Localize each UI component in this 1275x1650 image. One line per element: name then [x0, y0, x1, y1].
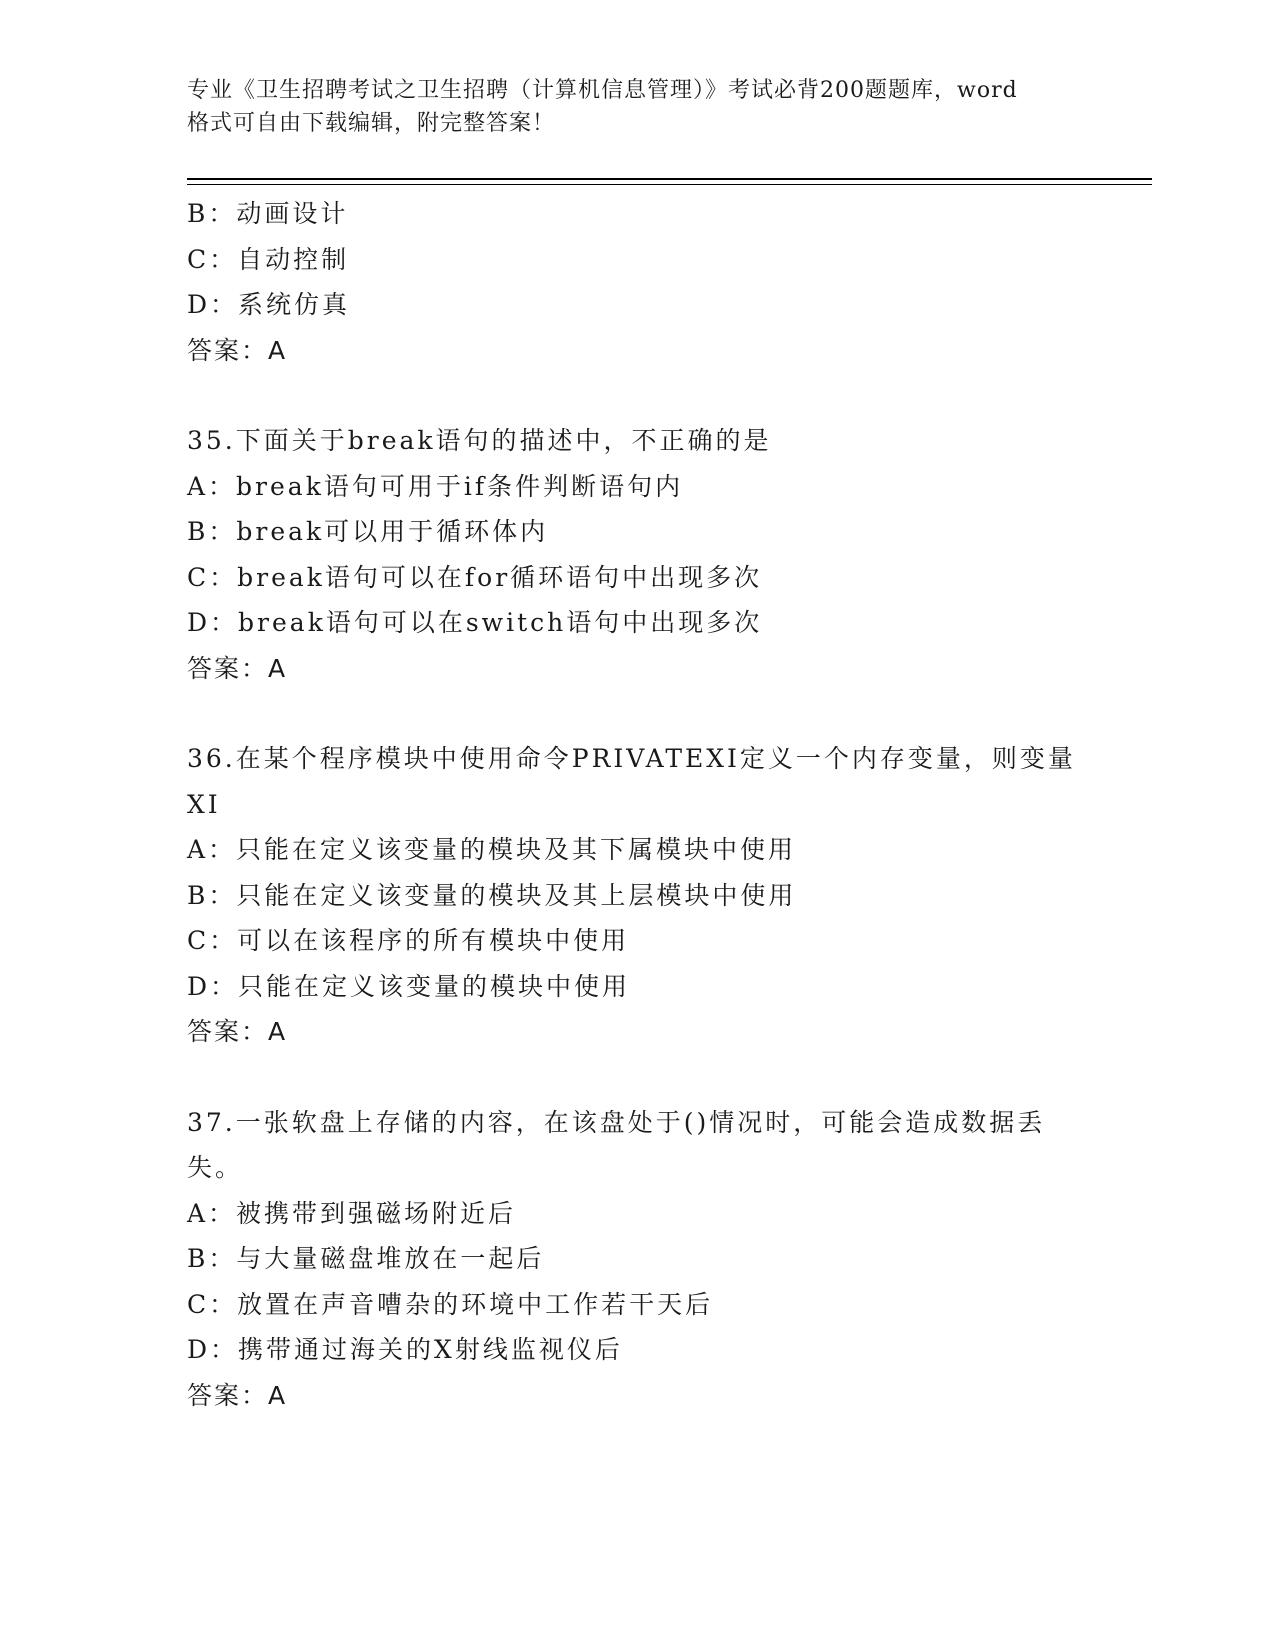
option-d: D：break语句可以在switch语句中出现多次	[187, 608, 763, 637]
option-a: A：被携带到强磁场附近后	[187, 1198, 517, 1228]
question-title-line-1: 37.一张软盘上存储的内容，在该盘处于()情况时，可能会造成数据丢	[187, 1107, 1046, 1137]
header-line-2: 格式可自由下载编辑，附完整答案！	[187, 111, 556, 136]
document-header	[187, 74, 1087, 140]
option-b: B：动画设计	[187, 199, 349, 228]
question-content	[187, 191, 1087, 1418]
answer: 答案：A	[187, 335, 288, 365]
option-b: B：与大量磁盘堆放在一起后	[187, 1244, 545, 1273]
answer: 答案：A	[187, 1380, 288, 1410]
question-title-line-2: 失。	[187, 1153, 244, 1182]
option-d: D：只能在定义该变量的模块中使用	[187, 971, 631, 1001]
spacer	[187, 373, 1087, 418]
question-title: 35.下面关于break语句的描述中，不正确的是	[187, 426, 772, 455]
option-a: A：只能在定义该变量的模块及其下属模块中使用	[187, 835, 797, 864]
option-a: A：break语句可用于if条件判断语句内	[187, 471, 684, 501]
question-36	[187, 736, 1087, 1055]
option-c: C：break语句可以在for循环语句中出现多次	[187, 562, 763, 592]
option-d: D：携带通过海关的X射线监视仪后	[187, 1335, 623, 1364]
prev-question	[187, 191, 1087, 373]
question-37	[187, 1100, 1087, 1419]
header-rule-thin	[187, 184, 1152, 185]
header-line-1: 专业《卫生招聘考试之卫生招聘（计算机信息管理）》考试必背200题题库，word	[187, 78, 1018, 103]
spacer	[187, 1055, 1087, 1100]
option-c: C：放置在声音嘈杂的环境中工作若干天后	[187, 1289, 714, 1319]
spacer	[187, 691, 1087, 736]
answer: 答案：A	[187, 653, 288, 683]
question-title-line-1: 36.在某个程序模块中使用命令PRIVATEXI定义一个内存变量，则变量	[187, 744, 1076, 773]
option-c: C：自动控制	[187, 244, 350, 274]
option-b: B：break可以用于循环体内	[187, 517, 549, 546]
option-c: C：可以在该程序的所有模块中使用	[187, 926, 630, 955]
question-35	[187, 418, 1087, 691]
answer: 答案：A	[187, 1017, 288, 1046]
question-title-line-2: XI	[187, 789, 221, 819]
header-rule-thick	[187, 178, 1152, 180]
option-b: B：只能在定义该变量的模块及其上层模块中使用	[187, 880, 797, 910]
option-d: D：系统仿真	[187, 290, 351, 319]
